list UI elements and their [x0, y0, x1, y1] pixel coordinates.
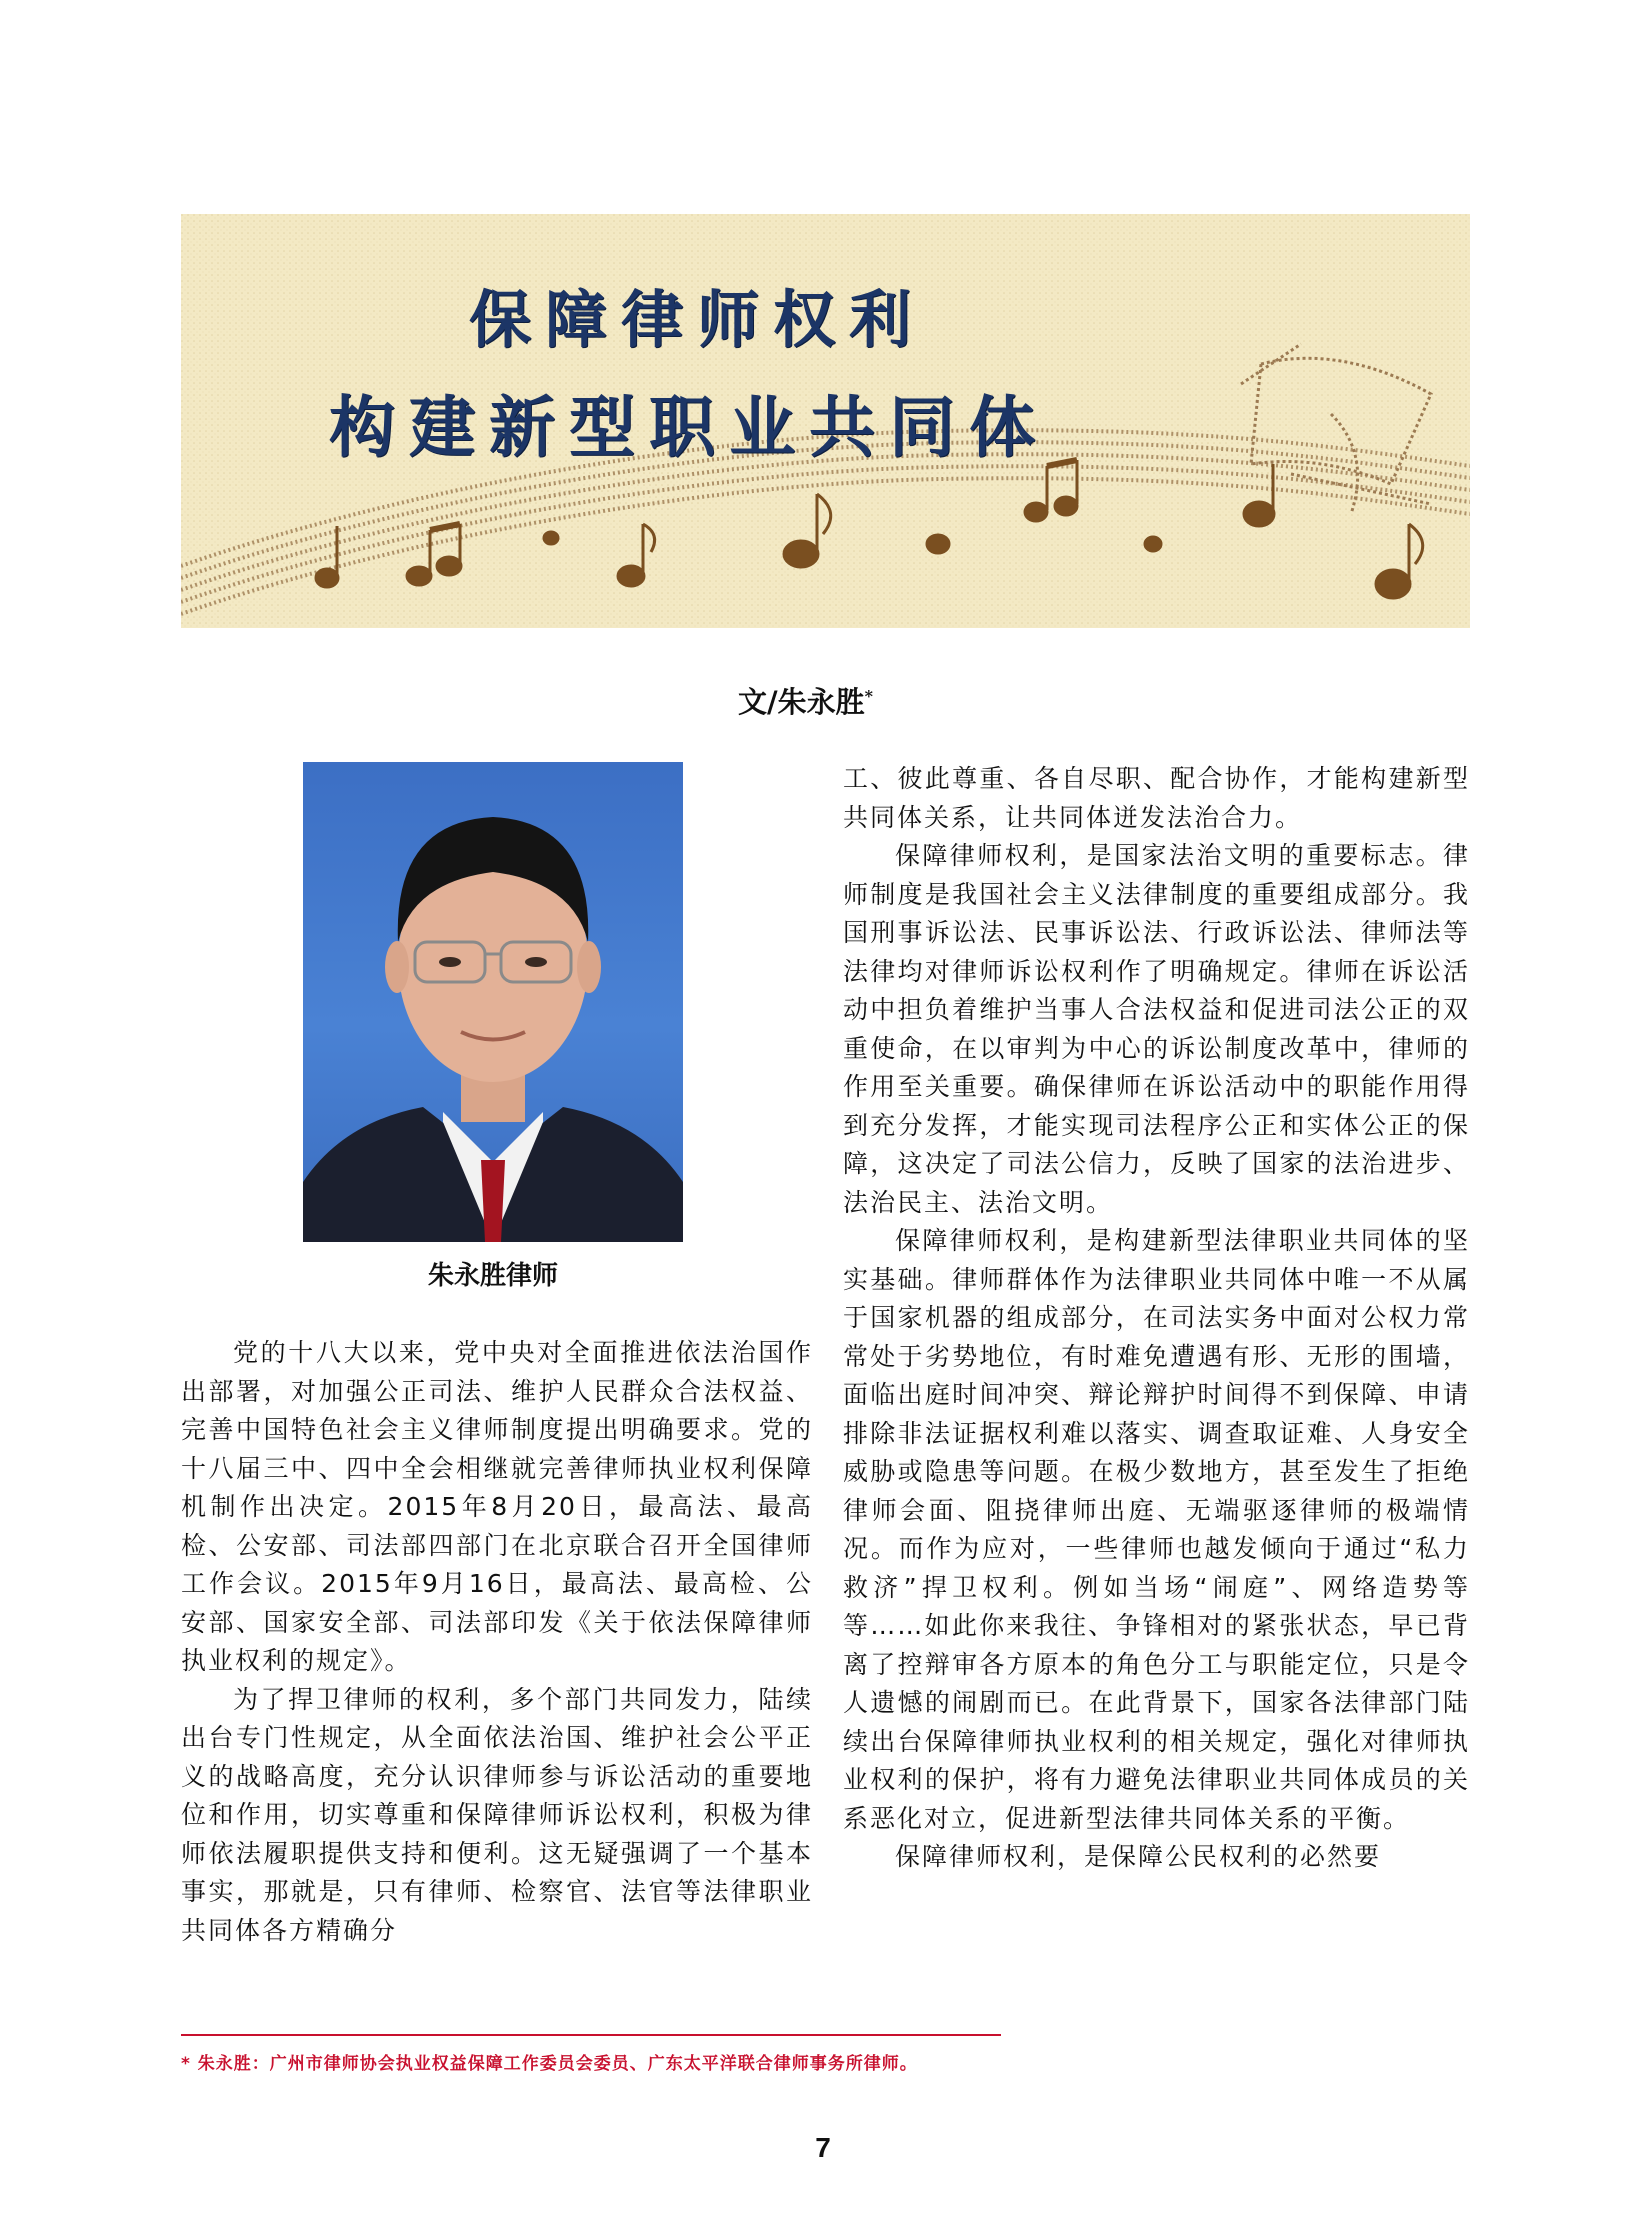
left-column — [181, 1334, 813, 1950]
right-column — [843, 760, 1470, 1877]
photo-caption: 朱永胜律师 — [427, 1261, 558, 1291]
byline-text: 文/朱永胜 — [738, 685, 865, 719]
paragraph: 为了捍卫律师的权利，多个部门共同发力，陆续出台专门性规定，从全面依法治国、维护社会公平正义的战略高度，充分认识律师参与诉讼活动的重要地位和作用，切实尊重和保障律师诉讼权利，积极为律师依法履职提供支持和便利。这无疑强调了一个基本事实，那就是，只有律师、检察官、法官等法律职业共同体各方精确分 — [181, 1684, 813, 1945]
paragraph: 保障律师权利，是国家法治文明的重要标志。律师制度是我国社会主义法律制度的重要组成部分。我国刑事诉讼法、民事诉讼法、行政诉讼法、律师法等法律均对律师诉讼权利作了明确规定。律师在诉讼活动中担负着维护当事人合法权益和促进司法公正的双重使命，在以审判为中心的诉讼制度改革中，律师的作用至关重要。确保律师在诉讼活动中的职能作用得到充分发挥，才能实现司法程序公正和实体公正的保障，这决定了司法公信力，反映了国家的法治进步、法治民主、法治文明。 — [843, 841, 1470, 1217]
page-number: 7 — [815, 2132, 831, 2163]
paragraph: 保障律师权利，是保障公民权利的必然要 — [895, 1842, 1382, 1871]
portrait-illustration — [303, 762, 683, 1242]
footnote-divider — [181, 2034, 1001, 2036]
paragraph: 保障律师权利，是构建新型法律职业共同体的坚实基础。律师群体作为法律职业共同体中唯一不从属于国家机器的组成部分，在司法实务中面对公权力常常处于劣势地位，有时难免遭遇有形、无形的围墙，面临出庭时间冲突、辩论辩护时间得不到保障、申请排除非法证据权利难以落实、调查取证难、人身安全威胁或隐患等问题。在极少数地方，甚至发生了拒绝律师会面、阻挠律师出庭、无端驱逐律师的极端情况。而作为应对，一些律师也越发倾向于通过“私力救济”捍卫权利。例如当场“闹庭”、网络造势等等……如此你来我往、争锋相对的紧张状态，早已背离了控辩审各方原本的角色分工与职能定位，只是令人遗憾的闹剧而已。在此背景下，国家各法律部门陆续出台保障律师执业权利的相关规定，强化对律师执业权利的保护，将有力避免法律职业共同体成员的关系恶化对立，促进新型法律共同体关系的平衡。 — [843, 1226, 1470, 1833]
author-portrait — [303, 762, 683, 1242]
title-line-1: 保障律师权利 — [469, 283, 926, 356]
header-banner — [181, 214, 1470, 628]
title-line-2: 构建新型职业共同体 — [329, 388, 1049, 466]
byline — [738, 680, 873, 721]
paragraph: 党的十八大以来，党中央对全面推进依法治国作出部署，对加强公正司法、维护人民群众合法权益、完善中国特色社会主义律师制度提出明确要求。党的十八届三中、四中全会相继就完善律师执业权利保障机制作出决定。2015年8月20日，最高法、最高检、公安部、司法部四部门在北京联合召开全国律师工作会议。2015年9月16日，最高法、最高检、公安部、国家安全部、司法部印发《关于依法保障律师执业权利的规定》。 — [181, 1338, 813, 1675]
footnote-mark: * — [864, 686, 873, 706]
paragraph-continuation: 工、彼此尊重、各自尽职、配合协作，才能构建新型共同体关系，让共同体迸发法治合力。 — [843, 764, 1470, 832]
footnote: * 朱永胜：广州市律师协会执业权益保障工作委员会委员、广东太平洋联合律师事务所律师。 — [181, 2054, 918, 2074]
